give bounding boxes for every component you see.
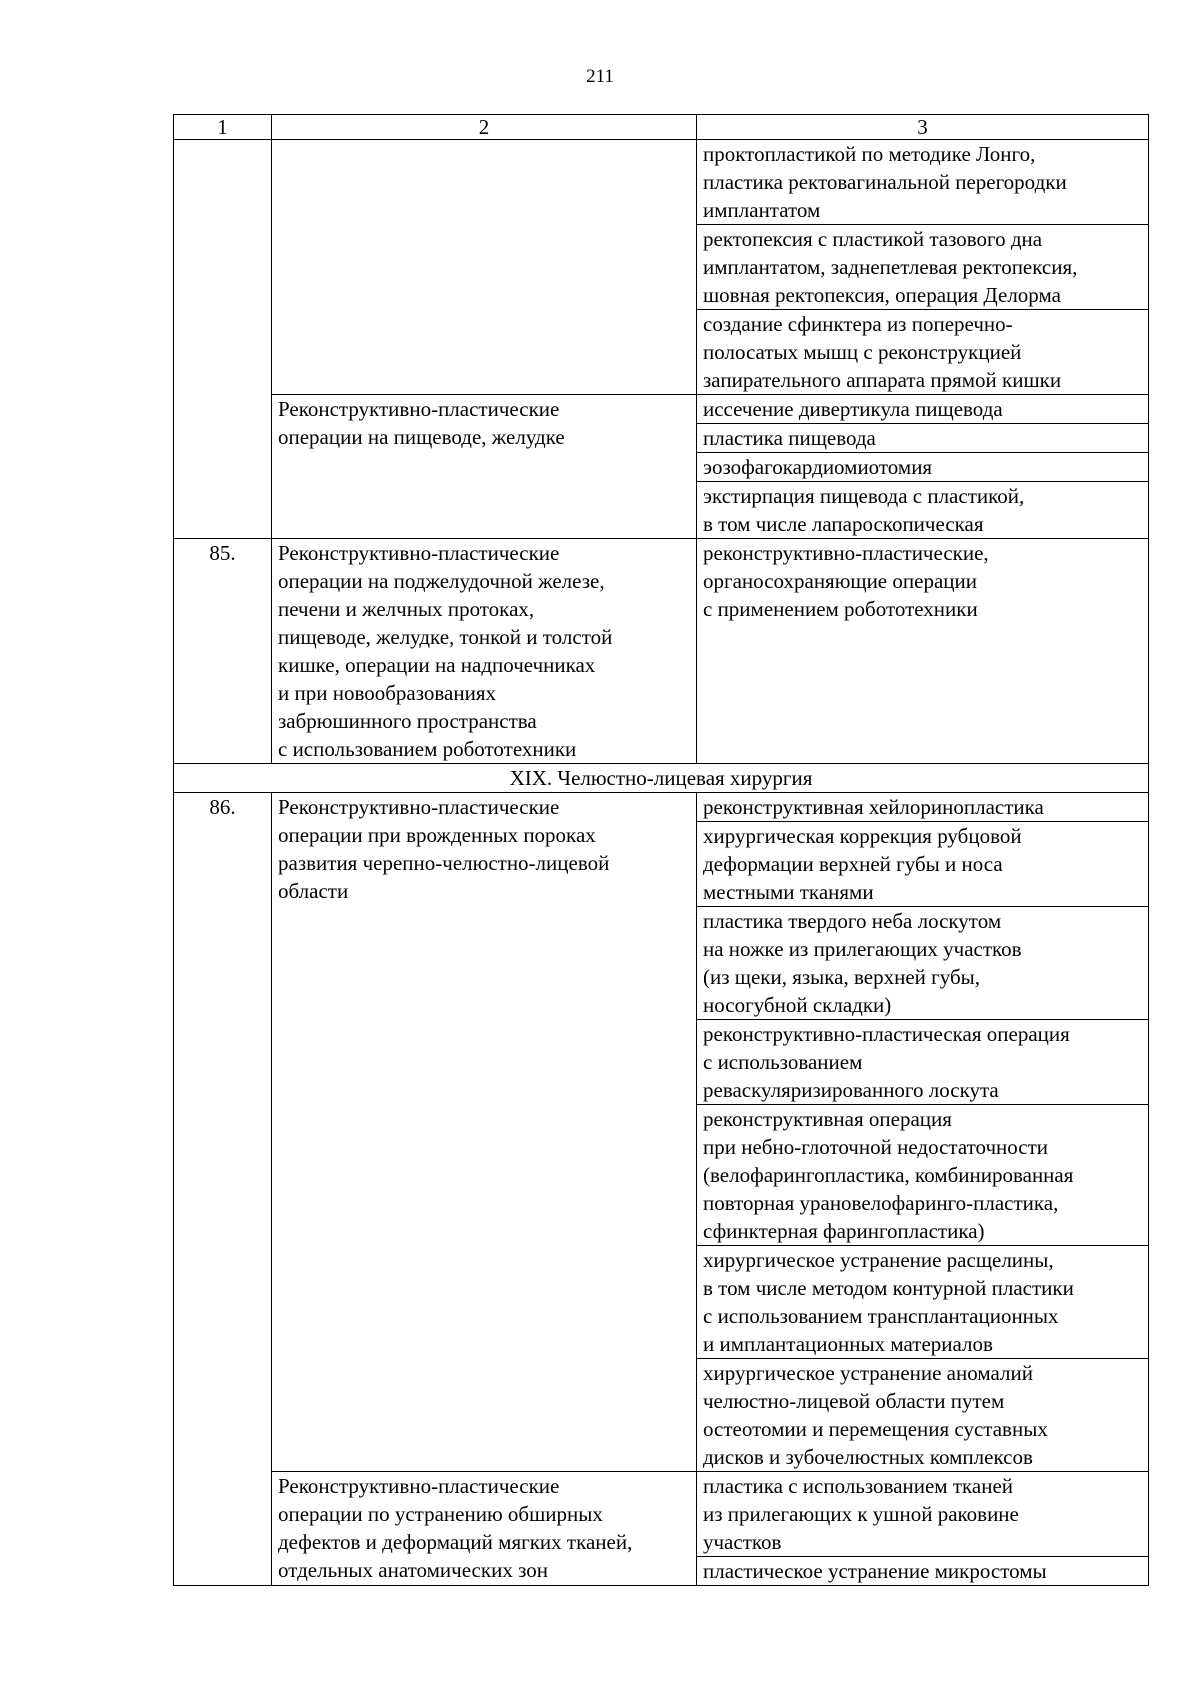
cell-text-line: ректопексия с пластикой тазового дна bbox=[703, 227, 1043, 251]
procedure-group-cell bbox=[272, 140, 697, 395]
cell-text-line: Реконструктивно-пластические bbox=[278, 795, 560, 819]
method-cell bbox=[697, 1472, 1149, 1557]
cell-text-line: запирательного аппарата прямой кишки bbox=[703, 368, 1062, 392]
cell-text-line: экстирпация пищевода с пластикой, bbox=[703, 484, 1025, 508]
cell-text-line: в том числе лапароскопическая bbox=[703, 512, 984, 536]
cell-text-line: хирургическое устранение аномалий bbox=[703, 1361, 1033, 1385]
cell-text-line: и имплантационных материалов bbox=[703, 1332, 993, 1356]
cell-text-line: реконструктивная операция bbox=[703, 1107, 952, 1131]
cell-text-line: пластическое устранение микростомы bbox=[703, 1559, 1047, 1583]
cell-text-line: операции на пищеводе, желудке bbox=[278, 425, 565, 449]
cell-text-line: деформации верхней губы и носа bbox=[703, 852, 1003, 876]
page-number: 211 bbox=[586, 66, 614, 87]
cell-text-line: (из щеки, языка, верхней губы, bbox=[703, 965, 981, 989]
cell-text-line: участков bbox=[703, 1530, 782, 1554]
method-cell bbox=[697, 539, 1149, 764]
cell-text-line: хирургическое устранение расщелины, bbox=[703, 1248, 1054, 1272]
cell-text-line: с использованием bbox=[703, 1050, 863, 1074]
procedure-group-cell bbox=[272, 539, 697, 764]
method-cell bbox=[697, 310, 1149, 395]
cell-text-line: хирургическая коррекция рубцовой bbox=[703, 824, 1022, 848]
column-header-3: 3 bbox=[697, 115, 1149, 140]
cell-text-line: области bbox=[278, 879, 349, 903]
cell-text-line: реконструктивно-пластические, bbox=[703, 541, 989, 565]
cell-text-line: на ножке из прилегающих участков bbox=[703, 937, 1022, 961]
cell-text-line: с использованием трансплантационных bbox=[703, 1304, 1059, 1328]
cell-text-line: имплантатом, заднепетлевая ректопексия, bbox=[703, 255, 1078, 279]
cell-text-line: пластика твердого неба лоскутом bbox=[703, 909, 1002, 933]
cell-text-line: операции на поджелудочной железе, bbox=[278, 569, 605, 593]
column-header-1: 1 bbox=[174, 115, 272, 140]
cell-text-line: операции при врожденных пороках bbox=[278, 823, 596, 847]
table-row bbox=[174, 140, 1149, 225]
method-cell bbox=[697, 822, 1149, 907]
cell-text-line: (велофарингопластика, комбинированная bbox=[703, 1163, 1074, 1187]
cell-text-line: из прилегающих к ушной раковине bbox=[703, 1502, 1019, 1526]
cell-text-line: шовная ректопексия, операция Делорма bbox=[703, 283, 1061, 307]
cell-text-line: в том числе методом контурной пластики bbox=[703, 1276, 1074, 1300]
cell-text-line: развития черепно-челюстно-лицевой bbox=[278, 851, 610, 875]
cell-text-line: челюстно-лицевой области путем bbox=[703, 1389, 1005, 1413]
row-number-cell: 85. bbox=[174, 539, 272, 764]
cell-text-line: печени и желчных протоках, bbox=[278, 597, 535, 621]
method-cell bbox=[697, 140, 1149, 225]
cell-text-line: эозофагокардиомиотомия bbox=[703, 455, 933, 479]
section-title: XIX. Челюстно-лицевая хирургия bbox=[174, 764, 1149, 793]
cell-text-line: полосатых мышц с реконструкцией bbox=[703, 340, 1022, 364]
column-header-2: 2 bbox=[272, 115, 697, 140]
cell-text-line: реконструктивная хейлоринопластика bbox=[703, 795, 1044, 819]
cell-text-line: дефектов и деформаций мягких тканей, bbox=[278, 1530, 633, 1554]
section-row bbox=[174, 764, 1149, 793]
method-cell bbox=[697, 1557, 1149, 1586]
cell-text-line: остеотомии и перемещения суставных bbox=[703, 1417, 1048, 1441]
cell-text-line: носогубной складки) bbox=[703, 993, 892, 1017]
cell-text-line: имплантатом bbox=[703, 198, 821, 222]
cell-text-line: дисков и зубочелюстных комплексов bbox=[703, 1445, 1033, 1469]
cell-text-line: с использованием робототехники bbox=[278, 737, 577, 761]
method-cell bbox=[697, 1105, 1149, 1246]
method-cell bbox=[697, 453, 1149, 482]
cell-text-line: повторная урановелофаринго-пластика, bbox=[703, 1191, 1059, 1215]
cell-text-line: проктопластикой по методике Лонго, bbox=[703, 142, 1036, 166]
cell-text-line: Реконструктивно-пластические bbox=[278, 1474, 560, 1498]
table-row bbox=[174, 395, 1149, 424]
cell-text-line: Реконструктивно-пластические bbox=[278, 397, 560, 421]
method-cell bbox=[697, 395, 1149, 424]
row-number-cell: 86. bbox=[174, 793, 272, 1586]
cell-text-line: пластика пищевода bbox=[703, 426, 876, 450]
method-cell bbox=[697, 793, 1149, 822]
cell-text-line: с применением робототехники bbox=[703, 597, 978, 621]
cell-text-line: операции по устранению обширных bbox=[278, 1502, 603, 1526]
row-number-cell bbox=[174, 140, 272, 539]
cell-text-line: кишке, операции на надпочечниках bbox=[278, 653, 596, 677]
cell-text-line: сфинктерная фарингопластика) bbox=[703, 1219, 985, 1243]
method-cell bbox=[697, 1246, 1149, 1359]
procedures-table bbox=[173, 114, 1149, 1586]
procedure-group-cell bbox=[272, 1472, 697, 1586]
method-cell bbox=[697, 424, 1149, 453]
cell-text-line: Реконструктивно-пластические bbox=[278, 541, 560, 565]
table-row bbox=[174, 793, 1149, 822]
cell-text-line: пищеводе, желудке, тонкой и толстой bbox=[278, 625, 613, 649]
cell-text-line: пластика ректовагинальной перегородки bbox=[703, 170, 1067, 194]
cell-text-line: органосохраняющие операции bbox=[703, 569, 977, 593]
method-cell bbox=[697, 1020, 1149, 1105]
method-cell bbox=[697, 1359, 1149, 1472]
cell-text-line: иссечение дивертикула пищевода bbox=[703, 397, 1003, 421]
cell-text-line: и при новообразованиях bbox=[278, 681, 496, 705]
table-row bbox=[174, 539, 1149, 764]
cell-text-line: забрюшинного пространства bbox=[278, 709, 537, 733]
procedure-group-cell bbox=[272, 793, 697, 1472]
method-cell bbox=[697, 907, 1149, 1020]
table-header-row bbox=[174, 115, 1149, 140]
method-cell bbox=[697, 482, 1149, 539]
cell-text-line: пластика с использованием тканей bbox=[703, 1474, 1014, 1498]
cell-text-line: при небно-глоточной недостаточности bbox=[703, 1135, 1049, 1159]
cell-text-line: местными тканями bbox=[703, 880, 874, 904]
cell-text-line: реконструктивно-пластическая операция bbox=[703, 1022, 1070, 1046]
method-cell bbox=[697, 225, 1149, 310]
cell-text-line: реваскуляризированного лоскута bbox=[703, 1078, 999, 1102]
cell-text-line: отдельных анатомических зон bbox=[278, 1558, 548, 1582]
procedure-group-cell bbox=[272, 395, 697, 539]
cell-text-line: создание сфинктера из поперечно- bbox=[703, 312, 1013, 336]
table-row bbox=[174, 1472, 1149, 1557]
